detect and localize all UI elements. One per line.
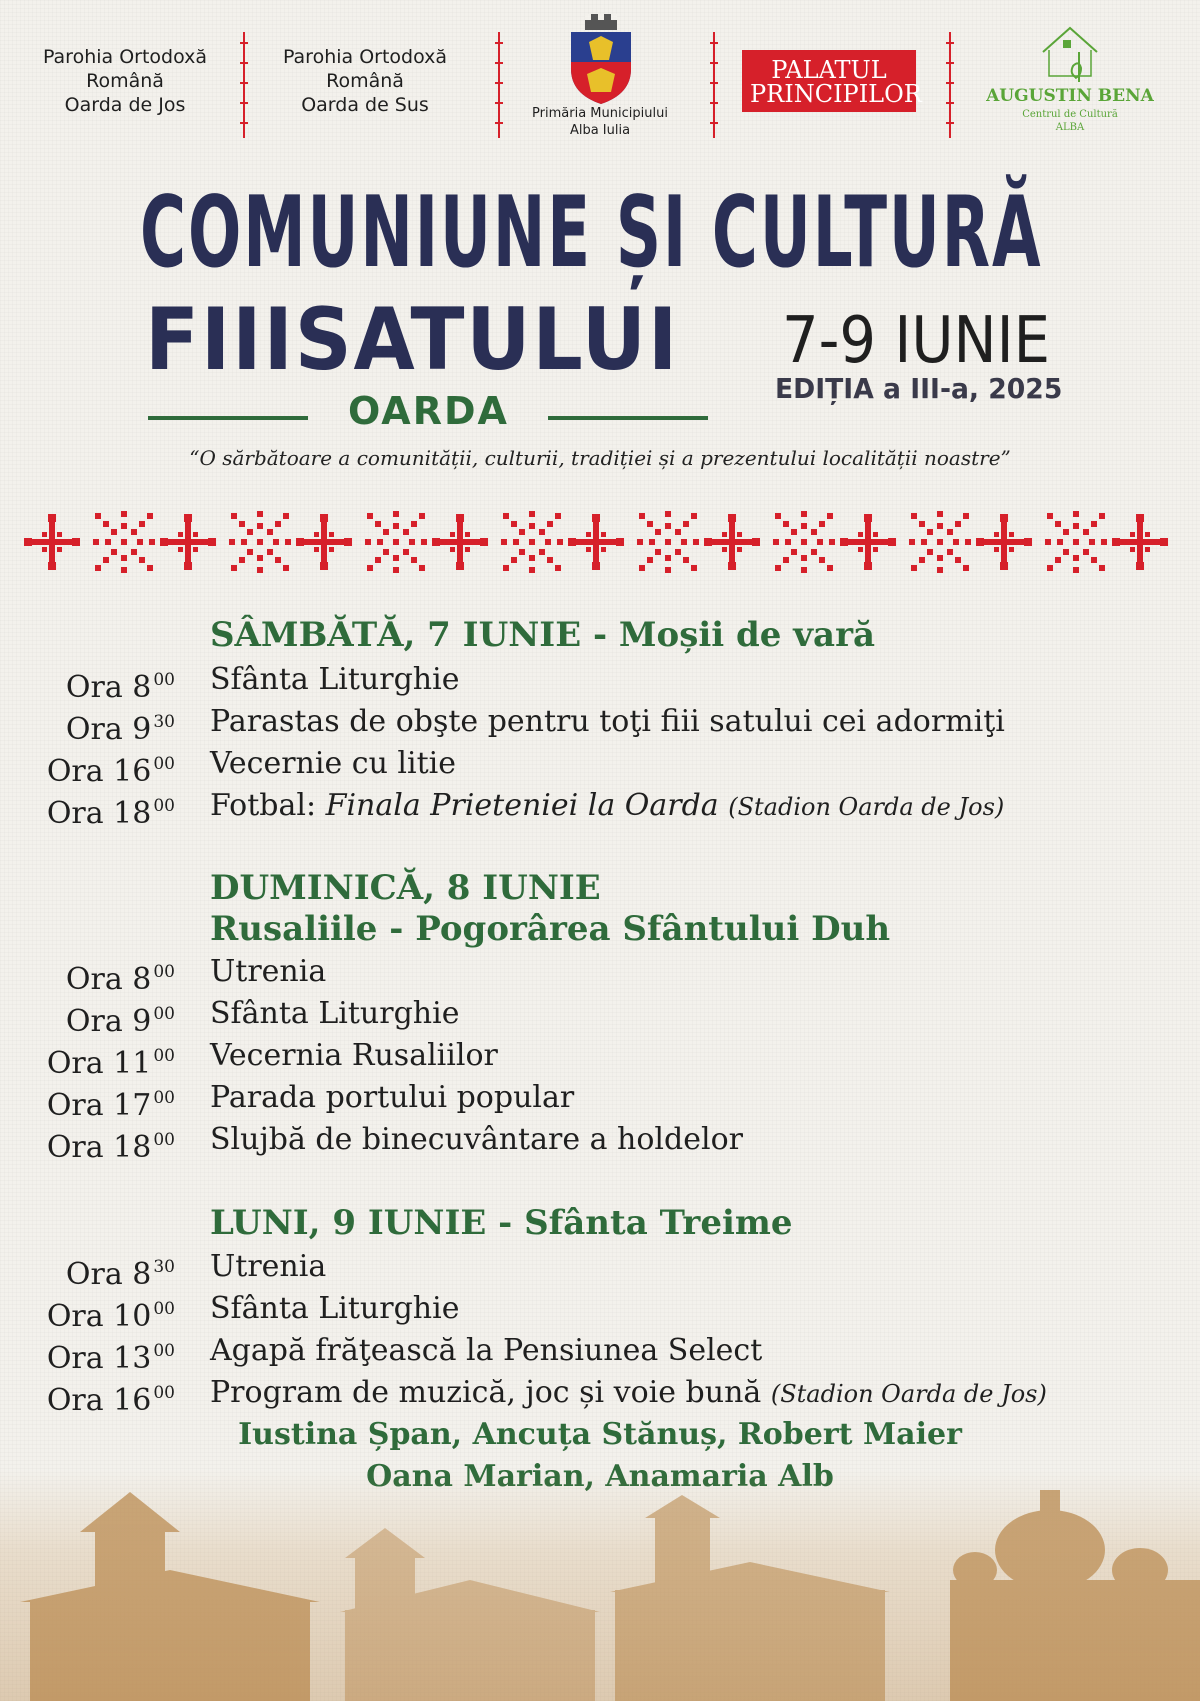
rule-left	[148, 416, 308, 420]
time-minutes: 30	[153, 712, 175, 732]
festival-subtitle: FIIISATULUI	[145, 290, 680, 390]
time-hour: Ora 8	[65, 1257, 152, 1292]
activity-label	[210, 785, 1004, 828]
augustin-bena-line1: Centrul de Cultură	[1022, 109, 1118, 120]
time-hour: Ora 8	[65, 962, 152, 997]
activity-label: Sfânta Liturghie	[210, 996, 460, 1031]
schedule-row	[0, 993, 1200, 1039]
time-hour: Ora 10	[46, 1299, 152, 1334]
artists-line1: Iustina Șpan, Ancuța Stănuș, Robert Maier	[238, 1417, 962, 1452]
time-hour: Ora 13	[46, 1341, 152, 1376]
parish-sus-line3: Oarda de Sus	[301, 94, 429, 116]
primaria-line1: Primăria Municipiului	[532, 106, 668, 121]
activity-label: Slujbă de binecuvântare a holdelor	[210, 1122, 743, 1157]
time-minutes: 00	[153, 754, 175, 774]
time-label	[47, 785, 175, 835]
time-hour: Ora 9	[65, 712, 152, 747]
time-hour: Ora 8	[65, 670, 152, 705]
time-hour: Ora 17	[46, 1088, 152, 1123]
schedule-row	[0, 1077, 1200, 1123]
time-minutes: 00	[153, 1088, 175, 1108]
activity-italic: Finala Prieteniei la Oarda	[325, 788, 719, 823]
time-minutes: 00	[153, 962, 175, 982]
time-minutes: 00	[153, 1383, 175, 1403]
time-hour: Ora 11	[46, 1046, 152, 1081]
augustin-bena-line2: ALBA	[1055, 122, 1085, 133]
festival-dates: 7-9 IUNIE	[782, 304, 1051, 378]
artists-line2: Oana Marian, Anamaria Alb	[366, 1459, 834, 1494]
activity-label: Vecernie cu litie	[210, 746, 457, 781]
time-minutes: 00	[153, 1046, 175, 1066]
ornament-divider-icon	[493, 32, 505, 138]
time-minutes: 00	[153, 1299, 175, 1319]
time-hour: Ora 9	[65, 1004, 152, 1039]
time-hour: Ora 18	[46, 1130, 152, 1165]
schedule-row	[0, 1035, 1200, 1081]
day1-heading: SÂMBĂTĂ, 7 IUNIE - Moșii de vară	[210, 615, 876, 655]
time-hour: Ora 16	[46, 754, 152, 789]
venue-note: (Stadion Oarda de Jos)	[770, 1380, 1047, 1408]
parish-jos-line2: Română	[86, 70, 164, 92]
activity-label	[210, 1372, 1047, 1415]
day3-heading: LUNI, 9 IUNIE - Sfânta Treime	[210, 1203, 793, 1243]
schedule-row	[0, 743, 1200, 789]
activity-label: Utrenia	[210, 1249, 327, 1284]
schedule-row	[0, 701, 1200, 747]
time-minutes: 30	[153, 1257, 175, 1277]
schedule-row	[0, 659, 1200, 705]
rule-right	[548, 416, 708, 420]
augustin-bena-caption	[985, 108, 1155, 134]
primaria-caption	[520, 105, 680, 139]
schedule-row	[0, 1288, 1200, 1334]
coat-of-arms-icon	[565, 14, 637, 106]
church-silhouette-icon	[0, 1470, 1200, 1701]
time-minutes: 00	[153, 1004, 175, 1024]
day2-subheading: Rusaliile - Pogorârea Sfântului Duh	[210, 909, 891, 949]
festival-edition: EDIȚIA a III-a, 2025	[775, 372, 1063, 405]
venue-note: (Stadion Oarda de Jos)	[728, 793, 1005, 821]
parish-jos-line3: Oarda de Jos	[64, 94, 186, 116]
activity-label: Parada portului popular	[210, 1080, 575, 1115]
time-hour: Ora 16	[46, 1383, 152, 1418]
time-minutes: 00	[153, 1130, 175, 1150]
augustin-bena-name: AUGUSTIN BENA	[986, 86, 1154, 106]
activity-prefix: Fotbal:	[210, 788, 326, 823]
activity-label: Vecernia Rusaliilor	[210, 1038, 498, 1073]
day2-heading: DUMINICĂ, 8 IUNIE	[210, 868, 601, 908]
parish-sus-line2: Română	[326, 70, 404, 92]
schedule-row	[0, 1330, 1200, 1376]
festival-motto: “O sărbătoare a comunității, culturii, tradiției și a prezentului localității noastre”	[189, 446, 1011, 470]
palatul-principilor-logo	[742, 50, 922, 112]
ornament-divider-icon	[238, 32, 250, 138]
parish-oarda-de-jos	[30, 45, 220, 117]
palatul-line1: PALATUL	[771, 56, 887, 84]
embroidery-ornament-icon	[22, 508, 1182, 576]
activity-label: Sfânta Liturghie	[210, 662, 460, 697]
activity-label: Sfânta Liturghie	[210, 1291, 460, 1326]
parish-oarda-de-sus	[270, 45, 460, 117]
time-label	[47, 1119, 175, 1169]
activity-text: Program de muzică, joc și voie bună	[210, 1375, 762, 1410]
schedule-row	[0, 1246, 1200, 1292]
time-hour: Ora 18	[46, 796, 152, 831]
time-minutes: 00	[153, 1341, 175, 1361]
activity-label: Agapă frăţească la Pensiunea Select	[210, 1333, 763, 1368]
schedule-row	[0, 1119, 1200, 1165]
ornament-divider-icon	[944, 32, 956, 138]
time-minutes: 00	[153, 796, 175, 816]
ornament-divider-icon	[708, 32, 720, 138]
house-treble-clef-icon	[1035, 22, 1105, 84]
activity-label: Utrenia	[210, 954, 327, 989]
activity-label: Parastas de obşte pentru toţi fiii satului cei adormiţi	[210, 704, 1005, 739]
festival-title: COMUNIUNE ȘI CULTURĂ	[140, 176, 1043, 290]
schedule-row	[0, 785, 1200, 831]
parish-sus-line1: Parohia Ortodoxă	[282, 46, 448, 68]
schedule-row	[0, 951, 1200, 997]
location-label: OARDA	[348, 389, 509, 433]
primaria-line2: Alba Iulia	[569, 123, 631, 138]
parish-jos-line1: Parohia Ortodoxă	[42, 46, 208, 68]
schedule-row	[0, 1372, 1200, 1418]
time-minutes: 00	[153, 670, 175, 690]
palatul-line2: PRINCIPILOR	[750, 80, 922, 108]
